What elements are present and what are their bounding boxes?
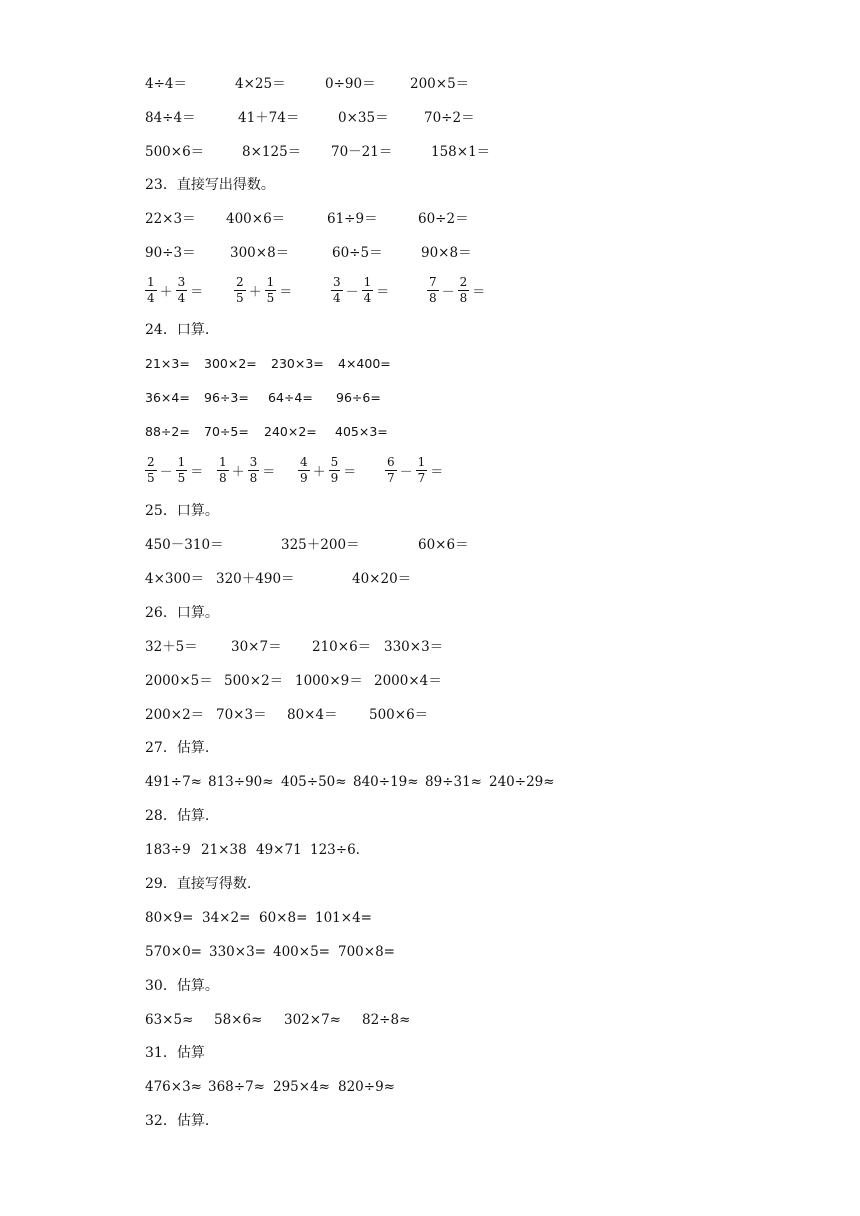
- problem: 2000×5＝: [145, 673, 213, 689]
- problem: 82÷8≈: [362, 1012, 411, 1028]
- problem: 34×2=: [202, 910, 251, 926]
- problem: 0÷90＝: [325, 76, 376, 92]
- denominator: 7: [417, 470, 426, 485]
- problem-row: [0, 1075, 860, 1099]
- problem: 96÷6=: [336, 390, 381, 405]
- problem: 4×300＝: [145, 571, 205, 587]
- problem-row: [0, 567, 860, 591]
- fraction: [217, 455, 229, 486]
- problem: 2000×4＝: [374, 673, 442, 689]
- problem: 295×4≈: [273, 1079, 330, 1095]
- denominator: 5: [147, 470, 155, 485]
- problem: 158×1＝: [431, 144, 491, 160]
- problem: 500×6＝: [145, 144, 205, 160]
- question-title: 24．口算.: [145, 322, 210, 338]
- fraction: [176, 455, 188, 486]
- operator: ＋: [312, 464, 326, 480]
- problem: 30×7＝: [231, 639, 282, 655]
- numerator: 1: [147, 274, 155, 289]
- problem: 368÷7≈: [208, 1079, 265, 1095]
- fraction-expression: [233, 270, 294, 310]
- fraction: [145, 275, 157, 306]
- fraction-expression: [330, 270, 391, 310]
- problem: 41＋74＝: [238, 110, 300, 126]
- problem: 476×3≈: [145, 1079, 202, 1095]
- fraction: [458, 275, 470, 306]
- numerator: 2: [236, 274, 244, 289]
- fraction: [329, 455, 341, 486]
- problem: 63×5≈: [145, 1012, 194, 1028]
- denominator: 4: [177, 290, 186, 305]
- problem-row: [0, 1008, 860, 1032]
- fraction: [265, 275, 277, 306]
- problem: 0×35＝: [338, 110, 389, 126]
- problem: 500×2＝: [224, 673, 284, 689]
- fraction-expression: [144, 450, 205, 490]
- numerator: 3: [249, 454, 258, 469]
- fraction: [145, 455, 157, 486]
- numerator: 1: [177, 454, 186, 469]
- problem-row: [0, 533, 860, 557]
- problem: 330×3＝: [384, 639, 444, 655]
- equals: ＝: [279, 284, 293, 300]
- numerator: 1: [363, 274, 372, 289]
- question-title: 29．直接写得数.: [145, 876, 252, 892]
- problem: 200×2＝: [145, 707, 205, 723]
- fraction: [385, 455, 397, 486]
- denominator: 8: [459, 290, 468, 305]
- denominator: 4: [147, 290, 155, 305]
- problem-row: [0, 770, 860, 794]
- problem-row: [0, 838, 860, 862]
- fraction: [362, 275, 374, 306]
- problem: 40×20＝: [352, 571, 412, 587]
- problem: 200×5＝: [410, 76, 470, 92]
- question-title: 28．估算.: [145, 808, 210, 824]
- problem: 90÷3＝: [145, 245, 196, 261]
- question-title: 27．估算.: [145, 740, 210, 756]
- denominator: 4: [363, 290, 372, 305]
- problem: 60÷5＝: [332, 245, 383, 261]
- numerator: 5: [330, 454, 339, 469]
- numerator: 1: [417, 454, 426, 469]
- problem: 89÷31≈: [425, 774, 482, 790]
- denominator: 8: [219, 470, 227, 485]
- operator: －: [159, 464, 173, 480]
- problem: 325＋200＝: [281, 537, 360, 553]
- denominator: 5: [266, 290, 275, 305]
- problem-row: [0, 940, 860, 964]
- problem: 32＋5＝: [145, 639, 198, 655]
- problem: 4÷4＝: [145, 76, 187, 92]
- problem: 60×8=: [259, 910, 308, 926]
- denominator: 8: [249, 470, 258, 485]
- equals: ＝: [190, 464, 204, 480]
- fraction: [427, 275, 439, 306]
- problem-row: [0, 72, 860, 96]
- question-title: 32．估算.: [145, 1113, 210, 1129]
- equals: ＝: [376, 284, 390, 300]
- denominator: 9: [300, 470, 308, 485]
- numerator: 3: [177, 274, 186, 289]
- problem: 60÷2＝: [418, 211, 469, 227]
- problem: 64÷4=: [268, 390, 313, 405]
- fraction: [298, 455, 310, 486]
- question-title: 31．估算: [145, 1045, 205, 1061]
- problem: 300×2=: [204, 356, 257, 371]
- denominator: 5: [236, 290, 244, 305]
- numerator: 6: [387, 454, 395, 469]
- problem-row: [0, 140, 860, 164]
- fraction-expression: [297, 450, 358, 490]
- problem-row: [0, 352, 860, 376]
- problem: 8×125＝: [242, 144, 302, 160]
- problem-row: [0, 386, 860, 410]
- question-title: 26．口算。: [145, 605, 219, 621]
- problem: 210×6＝: [312, 639, 372, 655]
- fraction: [331, 275, 343, 306]
- numerator: 1: [266, 274, 275, 289]
- operator: ＋: [248, 284, 262, 300]
- problem: 101×4=: [315, 910, 372, 926]
- problem: 70－21＝: [331, 144, 393, 160]
- problem: 22×3＝: [145, 211, 196, 227]
- problem: 1000×9＝: [295, 673, 363, 689]
- denominator: 8: [429, 290, 437, 305]
- problem: 80×9=: [145, 910, 194, 926]
- numerator: 4: [300, 454, 308, 469]
- problem: 183÷9: [145, 842, 191, 858]
- problem: 450－310＝: [145, 537, 224, 553]
- operator: －: [345, 284, 359, 300]
- problem-row: [0, 635, 860, 659]
- fraction: [416, 455, 428, 486]
- problem: 700×8=: [338, 944, 395, 960]
- fraction-expression: [426, 270, 487, 310]
- question-title: 30．估算。: [145, 978, 219, 994]
- problem: 400×6＝: [226, 211, 286, 227]
- problem: 491÷7≈: [145, 774, 202, 790]
- problem: 240÷29≈: [489, 774, 555, 790]
- fraction: [176, 275, 188, 306]
- problem-row: [0, 207, 860, 231]
- problem: 405×3=: [335, 424, 388, 439]
- denominator: 4: [333, 290, 341, 305]
- question-title: 23．直接写出得数。: [145, 177, 275, 193]
- equals: ＝: [343, 464, 357, 480]
- problem: 84÷4＝: [145, 110, 196, 126]
- equals: ＝: [430, 464, 444, 480]
- problem: 4×25＝: [235, 76, 286, 92]
- problem-row: [0, 106, 860, 130]
- problem: 96÷3=: [204, 390, 249, 405]
- fraction-expression: [384, 450, 445, 490]
- problem-row: [0, 703, 860, 727]
- denominator: 7: [387, 470, 395, 485]
- problem: 570×0=: [145, 944, 202, 960]
- problem: 58×6≈: [214, 1012, 263, 1028]
- problem-row: [0, 669, 860, 693]
- problem: 330×3=: [209, 944, 266, 960]
- denominator: 9: [330, 470, 339, 485]
- problem-row: [0, 906, 860, 930]
- fraction-row: [0, 270, 860, 310]
- fraction: [248, 455, 260, 486]
- problem: 230×3=: [271, 356, 324, 371]
- problem: 90×8＝: [421, 245, 472, 261]
- problem: 123÷6.: [310, 842, 360, 858]
- problem: 88÷2=: [145, 424, 190, 439]
- equals: ＝: [262, 464, 276, 480]
- question-title: 25．口算。: [145, 503, 219, 519]
- problem: 4×400=: [338, 356, 391, 371]
- problem: 60×6＝: [418, 537, 469, 553]
- fraction-expression: [144, 270, 205, 310]
- numerator: 7: [429, 274, 437, 289]
- problem: 80×4＝: [287, 707, 338, 723]
- operator: ＋: [159, 284, 173, 300]
- equals: ＝: [190, 284, 204, 300]
- problem: 820÷9≈: [338, 1079, 395, 1095]
- problem: 320＋490＝: [216, 571, 295, 587]
- operator: －: [441, 284, 455, 300]
- problem: 61÷9＝: [327, 211, 378, 227]
- fraction-expression: [216, 450, 277, 490]
- problem: 302×7≈: [284, 1012, 341, 1028]
- problem-row: [0, 241, 860, 265]
- problem: 813÷90≈: [208, 774, 274, 790]
- problem: 240×2=: [264, 424, 317, 439]
- problem: 21×38: [201, 842, 247, 858]
- numerator: 1: [219, 454, 227, 469]
- operator: －: [399, 464, 413, 480]
- problem: 405÷50≈: [281, 774, 347, 790]
- fraction: [234, 275, 246, 306]
- numerator: 2: [147, 454, 155, 469]
- problem: 400×5=: [273, 944, 330, 960]
- problem: 70×3＝: [216, 707, 267, 723]
- problem: 21×3=: [145, 356, 190, 371]
- problem: 500×6＝: [369, 707, 429, 723]
- numerator: 3: [333, 274, 341, 289]
- problem: 300×8＝: [230, 245, 290, 261]
- problem: 840÷19≈: [353, 774, 419, 790]
- equals: ＝: [472, 284, 486, 300]
- denominator: 5: [177, 470, 186, 485]
- problem: 70÷5=: [204, 424, 249, 439]
- problem: 36×4=: [145, 390, 190, 405]
- numerator: 2: [459, 274, 468, 289]
- problem-row: [0, 420, 860, 444]
- problem: 49×71: [256, 842, 302, 858]
- operator: ＋: [231, 464, 245, 480]
- fraction-row: [0, 450, 860, 490]
- problem: 70÷2＝: [424, 110, 475, 126]
